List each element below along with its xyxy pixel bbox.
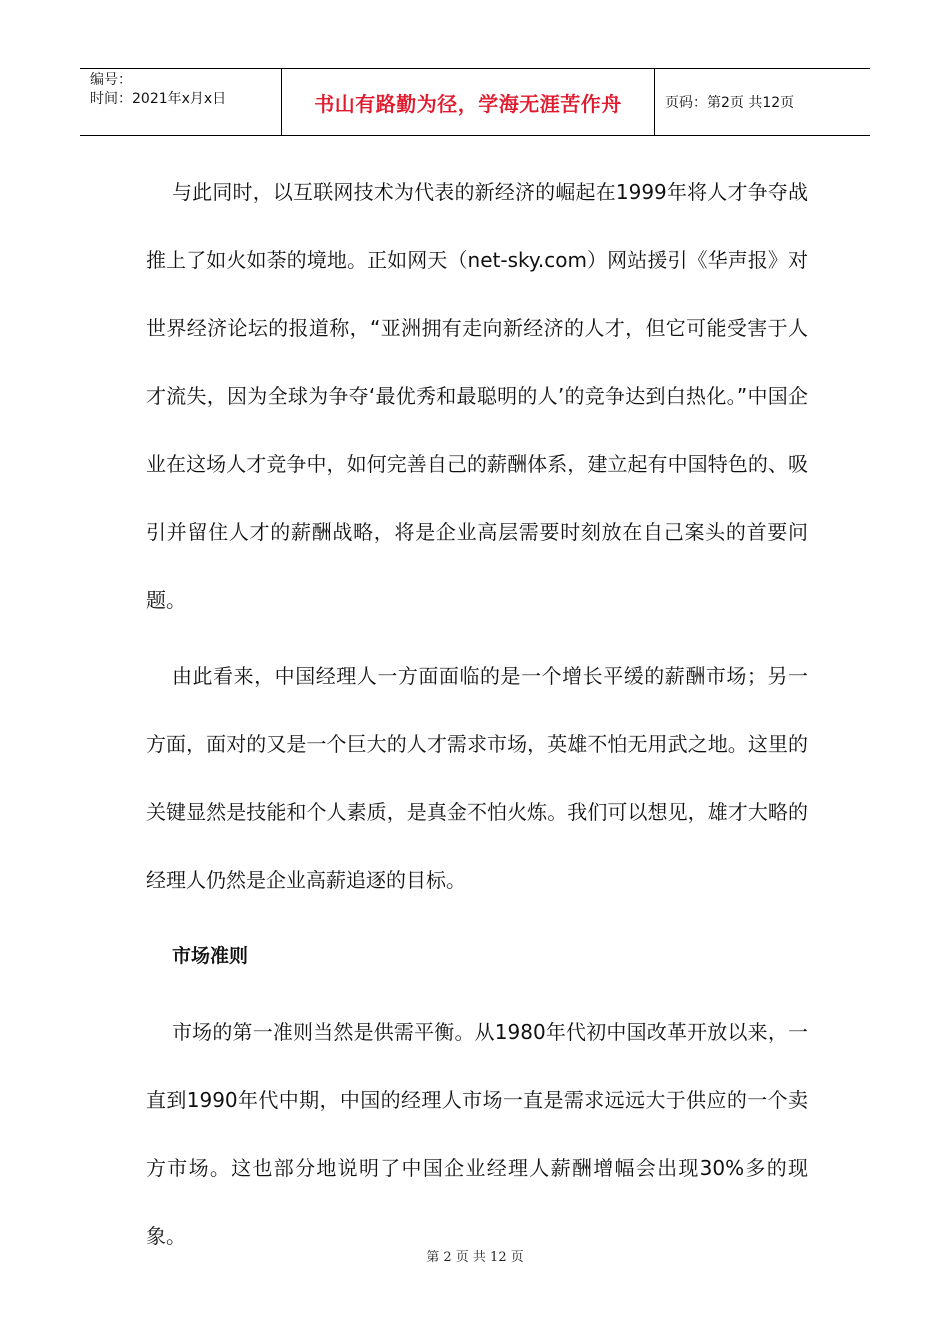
document-body (146, 158, 808, 1270)
header-meta (80, 69, 282, 135)
section-heading: 市场准则 (172, 945, 249, 967)
page-footer: 第 2 页 共 12 页 (426, 1250, 524, 1265)
header-motto: 书山有路勤为径，学海无涯苦作舟 (282, 69, 655, 135)
paragraph-1: 与此同时，以互联网技术为代表的新经济的崛起在1999年将人才争夺战推上了如火如荼的境地。正如网天（net-sky.com）网站援引《华声报》对世界经济论坛的报道称，“亚洲拥有走向新经济的人才，但它可能受害于人才流失，因为全球为争夺‘最优秀和最聪明的人’的竞争达到白热化。”中国企业在这场人才竞争中，如何完善自己的薪酬体系，建立起有中国特色的、吸引并留住人才的薪酬战略，将是企业高层需要时刻放在自己案头的首要问题。 (146, 180, 808, 612)
paragraph-2: 由此看来，中国经理人一方面面临的是一个增长平缓的薪酬市场；另一方面，面对的又是一个巨大的人才需求市场，英雄不怕无用武之地。这里的关键显然是技能和个人素质，是真金不怕火炼。我们可以想见，雄才大略的经理人仍然是企业高薪追逐的目标。 (146, 664, 808, 892)
doc-number-label: 编号： (90, 72, 132, 88)
page-header (80, 68, 870, 136)
doc-time-label: 时间：2021年x月x日 (90, 91, 227, 107)
paragraph-3: 市场的第一准则当然是供需平衡。从1980年代初中国改革开放以来，一直到1990年代中期，中国的经理人市场一直是需求远远大于供应的一个卖方市场。这也部分地说明了中国企业经理人薪酬增幅会出现30%多的现象。 (146, 1020, 808, 1248)
header-page-label: 页码：第2页 共12页 (665, 95, 795, 111)
